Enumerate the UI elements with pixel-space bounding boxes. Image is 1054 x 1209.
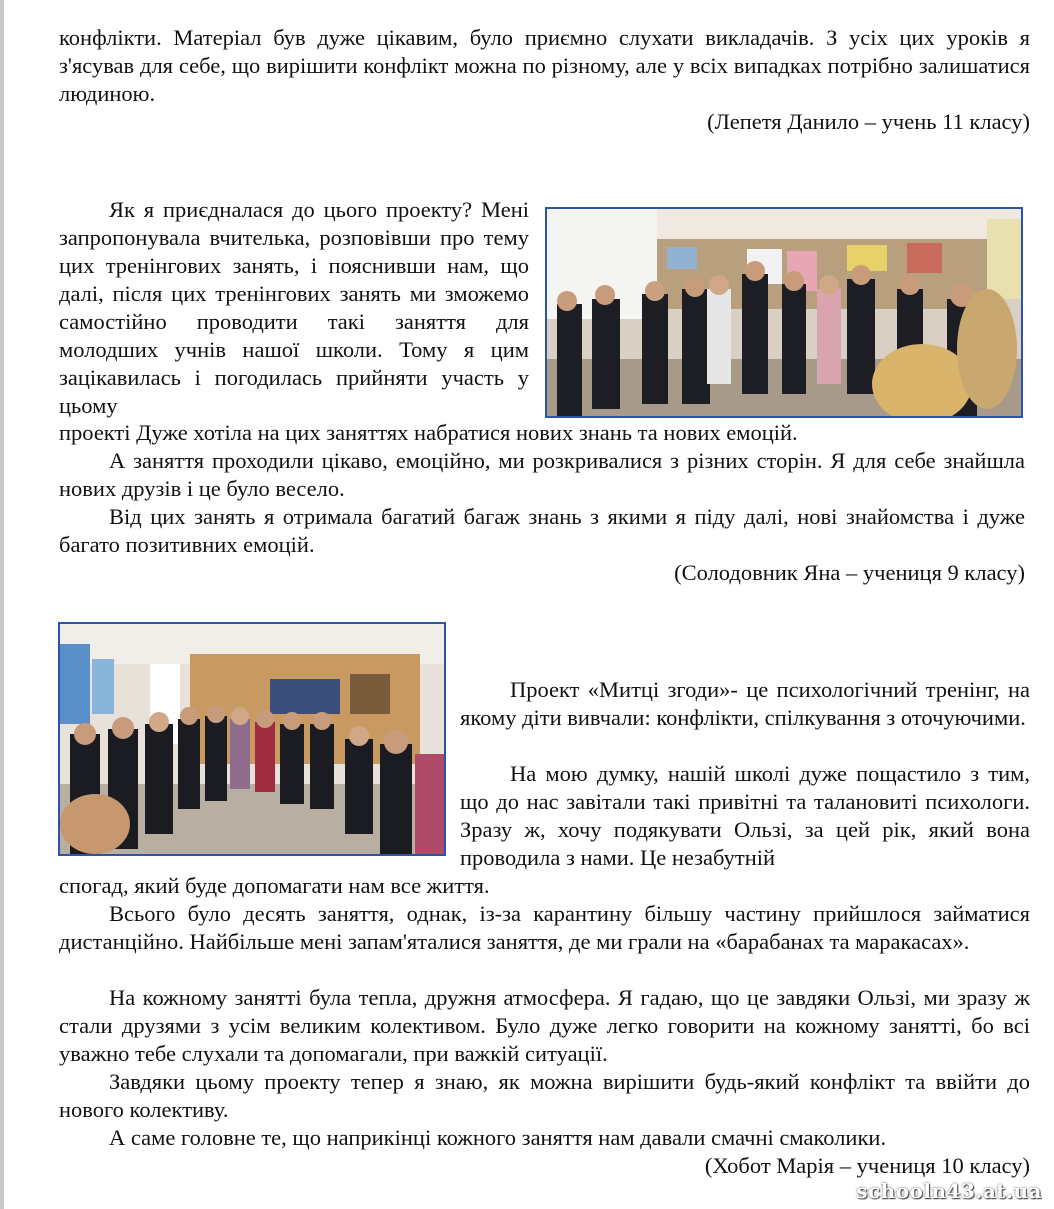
paragraph-psychologists-tail: спогад, який буде допомагати нам все життя. [59, 873, 490, 898]
photo-training-group-2 [58, 622, 446, 856]
signature-lepetia: (Лепетя Данило – учень 11 класу) [707, 109, 1030, 134]
paragraph-treats: А саме головне те, що наприкінці кожного заняття нам давали смачні смаколики. [109, 1125, 887, 1150]
paragraph-how-joined-tail: проекті Дуже хотіла на цих заняттях набратися нових знань та нових емоцій. [59, 420, 798, 445]
paragraph-classes-interesting: А заняття проходили цікаво, емоційно, ми розкривалися з різних сторін. Я для себе знайшла нових друзів і це було весело. [59, 448, 1025, 501]
paragraph-intro-continuation: конфлікти. Матеріал був дуже цікавим, було приємно слухати викладачів. З усіх цих уроків я з'ясував для себе, що вирішити конфлікт можна по різному, але у всіх випадках потрібно залишатися людиною. [59, 25, 1030, 106]
paragraph-atmosphere: На кожному занятті була тепла, дружня атмосфера. Я гадаю, що це завдяки Ользі, ми зразу ж стали друзями з усім великим колективом. Було дуже легко говорити на кожному занятті, бо всі уважно тебе слухали та допомагали, при важкій ситуації. [59, 985, 1030, 1066]
paragraph-ten-sessions: Всього було десять заняття, однак, із-за карантину більшу частину прийшлося займатися дистанційно. Найбільше мені запам'яталися заняття, де ми грали на «барабанах та маракасах». [59, 901, 1030, 954]
paragraph-conflict-resolution: Завдяки цьому проекту тепер я знаю, як можна вирішити будь-який конфлікт та ввійти до нового колективу. [59, 1069, 1030, 1122]
paragraph-knowledge-gained: Від цих занять я отримала багатий багаж знань з якими я піду далі, нові знайомства і дуже багато позитивних емоцій. [59, 504, 1025, 557]
paragraph-project-intro: Проект «Митці згоди»- це психологічний тренінг, на якому діти вивчали: конфлікти, спілкування з оточуючими. [460, 677, 1030, 730]
paragraph-how-joined: Як я приєдналася до цього проекту? Мені запропонувала вчителька, розповівши про тему цих тренінгових занять, і пояснивши нам, що далі, після цих тренінгових занять ми зможемо самостійно проводити такі заняття для молодших учнів нашої школи. Тому я цим зацікавилась і погодилась прийняти участь у цьому [59, 197, 529, 418]
signature-khobot: (Хобот Марія – учениця 10 класу) [704, 1153, 1030, 1178]
photo-training-group-1 [545, 207, 1023, 418]
site-watermark: schooln43.at.ua [856, 1179, 1042, 1203]
paragraph-psychologists: На мою думку, нашій школі дуже пощастило з тим, що до нас завітали такі привітні та талановиті психологи. Зразу ж, хочу подякувати Ользі, за цей рік, який вона проводила з нами. Це незабутній [460, 761, 1030, 870]
signature-solodovnyk: (Солодовник Яна – учениця 9 класу) [674, 560, 1025, 585]
